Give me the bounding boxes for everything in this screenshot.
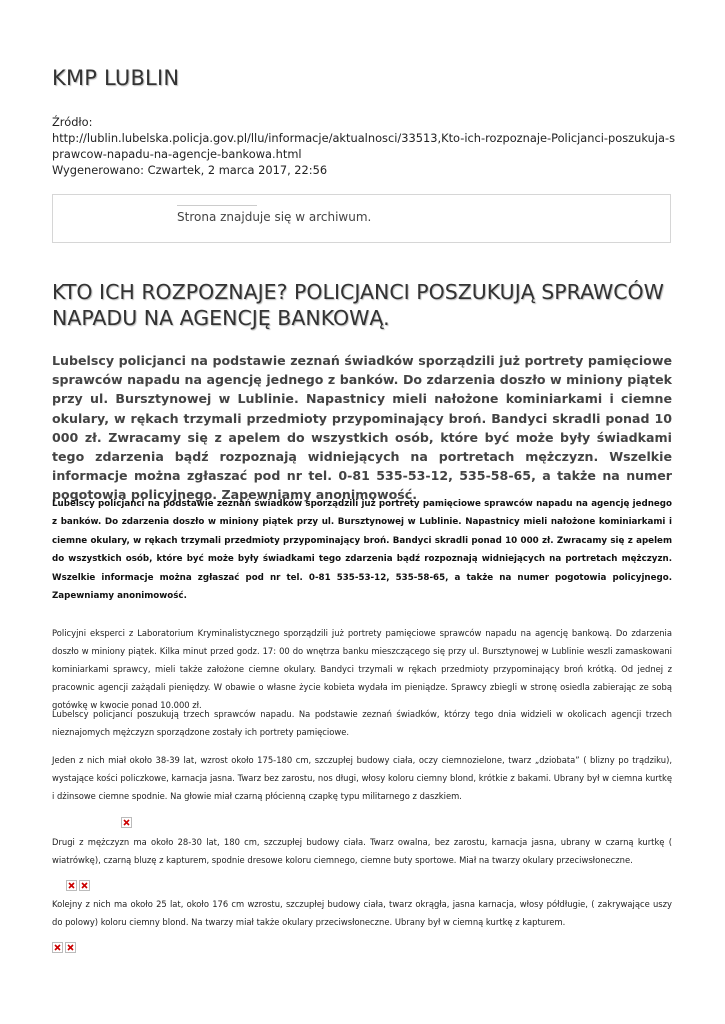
source-meta (52, 114, 677, 178)
broken-image-icon (66, 880, 77, 891)
broken-image-icon (121, 817, 132, 828)
article-lead: Lubelscy policjanci na podstawie zeznań świadków sporządzili już portrety pamięciowe sprawców napadu na agencję jednego z banków. Do zdarzenia doszło w miniony piątek przy ul. Bursztynowej w Lublinie. Napastnicy mieli nałożone kominiarkami i ciemne okulary, w rękach trzymali przedmioty przypominający broń. Bandyci skradli ponad 10 000 zł. Zwracamy się z apelem do wszystkich osób, które być może były świadkami tego zdarzenia bądź rozpoznają widniejących na portretach mężczyzn. Wszelkie informacje można zgłaszać pod nr tel. 0-81 535-53-12, 535-58-65, a także na numer pogotowia policyjnego. Zapewniamy anonimowość. (52, 353, 672, 503)
article-paragraph-2: Lubelscy policjanci poszukują trzech sprawców napadu. Na podstawie zeznań świadków, którzy tego dnia widzieli w okolicach agencji trzech nieznajomych mężczyzn sporządzone zostały ich portrety pamięciowe. (52, 709, 672, 737)
article-headline: KTO ICH ROZPOZNAJE? POLICJANCI POSZUKUJĄ SPRAWCÓW NAPADU NA AGENCJĘ BANKOWĄ. (52, 280, 664, 330)
article-paragraph-1: Policyjni eksperci z Laboratorium Kryminalistycznego sporządzili już portrety pamięciowe sprawców napadu na agencję bankową. Do zdarzenia doszło w miniony piątek. Kilka minut przed godz. 17: 00 do wnętrza banku mieszczącego się przy ul. Bursztynowej w Lublinie weszli zamaskowani kominiarkami sprawcy, mieli także założone ciemne okulary. Bandyci trzymali w rękach przedmioty przypominający broń krótką. Od jednej z pracownic agencji zażądali pieniędzy. W obawie o własne życie kobieta wydała im pieniądze. Sprawcy zbiegli w stronę osiedla zabierając ze sobą gotówkę w kwocie ponad 10.000 zł. (52, 628, 672, 710)
article-paragraph-5: Kolejny z nich ma około 25 lat, około 176 cm wzrostu, szczupłej budowy ciała, twarz okrągła, jasna karnacja, włosy półdługie, ( zakrywające uszy do polowy) koloru ciemny blond. Na twarzy miał także okulary przeciwsłoneczne. Ubrany był w ciemną kurtkę z kapturem. (52, 899, 672, 927)
broken-image-icon (79, 880, 90, 891)
article-lead-repeat: Lubelscy policjanci na podstawie zeznań świadków sporządzili już portrety pamięciowe sprawców napadu na agencję jednego z banków. Do zdarzenia doszło w miniony piątek przy ul. Bursztynowej w Lublinie. Napastnicy mieli nałożone kominiarkami i ciemne okulary, w rękach trzymali przedmioty przypominający broń. Bandyci skradli ponad 10 000 zł. Zwracamy się z apelem do wszystkich osób, które być może były świadkami tego zdarzenia bądź rozpoznają widniejących na portretach mężczyzn. Wszelkie informacje można zgłaszać pod nr tel. 0-81 535-53-12, 535-58-65, a także na numer pogotowia policyjnego. Zapewniamy anonimowość. (52, 499, 672, 602)
generated-date: Wygenerowano: Czwartek, 2 marca 2017, 22:56 (52, 163, 328, 177)
article-paragraph-4: Drugi z mężczyzn ma około 28-30 lat, 180 cm, szczupłej budowy ciała. Twarz owalna, bez zarostu, karnacja jasna, ubrany w czarną kurtkę ( wiatrówkę), czarną bluzę z kapturem, spodnie dresowe koloru ciemnego, ciemne buty sportowe. Miał na twarzy okulary przeciwsłoneczne. (52, 837, 672, 865)
broken-image-icon (65, 942, 76, 953)
broken-image-icon (52, 942, 63, 953)
archive-divider (177, 205, 257, 206)
site-title: KMP LUBLIN (52, 66, 180, 90)
source-label: Źródło: (52, 115, 93, 129)
article-paragraph-3: Jeden z nich miał około 38-39 lat, wzrost około 175-180 cm, szczupłej budowy ciała, oczy ciemnozielone, twarz „dziobata” ( blizny po trądziku), wystające kości policzkowe, karnacja jasna. Twarz bez zarostu, nos długi, włosy koloru ciemny blond, krótkie z bakami. Ubrany był w ciemna kurtkę i dżinsowe ciemne spodnie. Na głowie miał czarną płócienną czapkę typu militarnego z daszkiem. (52, 755, 672, 801)
source-url[interactable]: http://lublin.lubelska.policja.gov.pl/llu/informacje/aktualnosci/33513,Kto-ich-rozpoznaje-Policjanci-poszukuja-sprawcow-napadu-na-agencje-bankowa.html (52, 131, 676, 161)
archive-notice: Strona znajduje się w archiwum. (177, 210, 372, 224)
archive-notice-box (52, 194, 671, 243)
